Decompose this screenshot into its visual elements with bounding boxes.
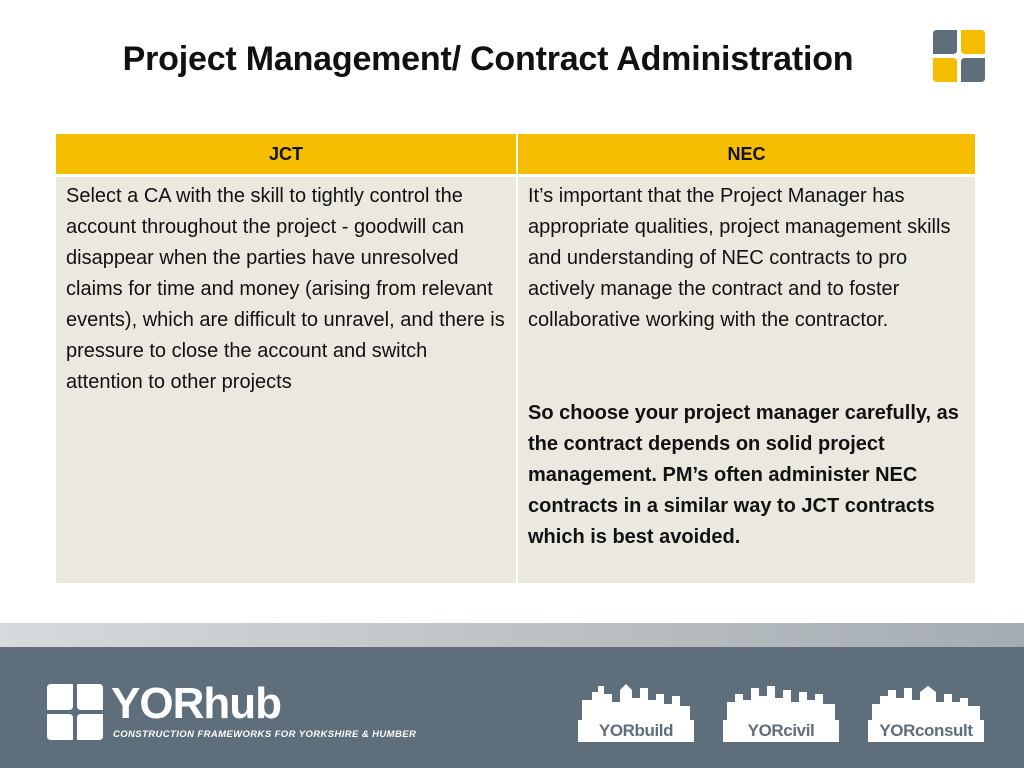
yorhub-petal-icon xyxy=(47,684,103,740)
header-jct: JCT xyxy=(56,134,518,174)
jct-paragraph: Select a CA with the skill to tightly control the account throughout the project - goodwill can disappear when the parties have unresolved claims for time and money (arising from relevant events), which are difficult to unravel, and there is pressure to close the account and switch attention to other projects xyxy=(66,185,505,393)
nec-paragraph: It’s important that the Project Manager has appropriate qualities, project management skills and understanding of NEC contracts to pro actively manage the contract and to foster collaborative working with the contractor. xyxy=(528,185,951,331)
cell-nec xyxy=(518,174,975,583)
yorconsult-logo xyxy=(868,680,984,742)
skyline-icon xyxy=(868,680,984,722)
yorhub-logo xyxy=(47,679,417,746)
yorhub-tagline: CONSTRUCTION FRAMEWORKS FOR YORKSHIRE & HUMBER xyxy=(113,729,417,740)
comparison-table xyxy=(56,134,975,583)
slide-title: Project Management/ Contract Administration xyxy=(122,40,854,78)
yorcivil-label: YORcivil xyxy=(723,720,839,742)
footer-light-band xyxy=(0,623,1024,647)
header-nec: NEC xyxy=(518,134,975,174)
yorbuild-logo xyxy=(578,680,694,742)
skyline-icon xyxy=(723,680,839,722)
nec-bold-paragraph: So choose your project manager carefully, as the contract depends on solid project management. PM’s often administer NEC contracts in a similar way to JCT contracts which is best avoided. xyxy=(528,402,959,548)
four-petal-logo-icon xyxy=(933,30,985,82)
yorcivil-logo xyxy=(723,680,839,742)
cell-jct xyxy=(56,174,518,583)
yorbuild-label: YORbuild xyxy=(578,720,694,742)
yorconsult-label: YORconsult xyxy=(868,720,984,742)
skyline-icon xyxy=(578,680,694,722)
yorhub-wordmark: YORhub xyxy=(111,679,281,728)
